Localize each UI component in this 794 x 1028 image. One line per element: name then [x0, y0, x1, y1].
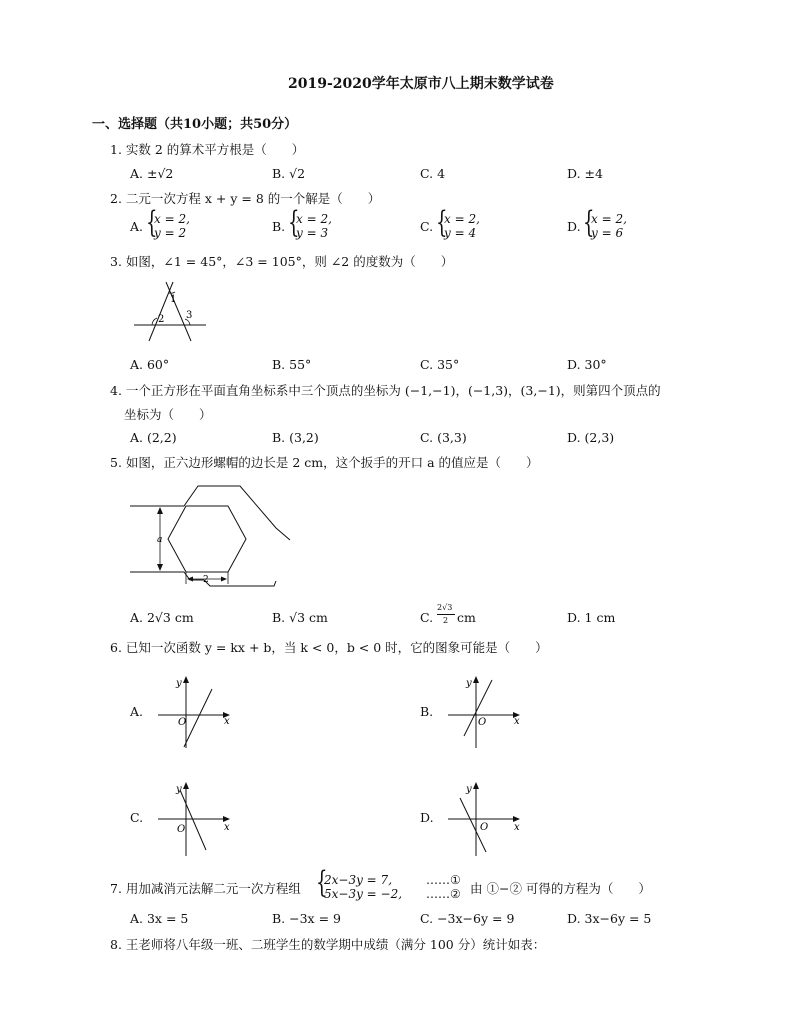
arrow-head [473, 782, 479, 789]
brace: { [436, 205, 448, 240]
equation-mark-2: ……② [426, 887, 461, 901]
option-label: A. [130, 219, 144, 234]
option-a[interactable]: A. (2,2) [130, 430, 177, 445]
function-line [184, 689, 212, 747]
question-stem: 4. 一个正方形在平面直角坐标系中三个顶点的坐标为 (−1,−1)，(−1,3)，(3,−1)，则第四个顶点的 [110, 383, 661, 398]
question-stem: 1. 实数 2 的算术平方根是（ ） [110, 142, 305, 157]
option-d[interactable]: D. 3x−6y = 5 [567, 911, 652, 926]
option-c[interactable]: C. 4 [420, 166, 446, 181]
arrow-head [157, 564, 163, 571]
origin-label: O [478, 717, 487, 728]
option-b[interactable]: B. (3,2) [272, 430, 319, 445]
wrench-hexagon-figure [128, 480, 298, 598]
option-a[interactable]: A. 3x = 5 [130, 911, 189, 926]
brace: { [316, 865, 328, 900]
hexagon-nut [168, 506, 246, 572]
graph-c [150, 778, 240, 858]
option-c[interactable]: C. [130, 810, 144, 825]
brace: { [288, 205, 300, 240]
origin-label: O [480, 822, 489, 833]
origin-label: O [177, 824, 186, 835]
question-stem: 6. 已知一次函数 y = kx + b，当 k < 0，b < 0 时，它的图象可能是（ ） [110, 640, 548, 655]
option-a[interactable]: A. ±√2 [130, 166, 174, 181]
option-d[interactable]: D. ±4 [567, 166, 603, 181]
system-line-1: 2x−3y = 7, [324, 873, 393, 887]
origin-label: O [178, 717, 187, 728]
option-c[interactable]: C. (3,3) [420, 430, 467, 445]
system-line-2: y = 4 [444, 226, 477, 240]
system-line-1: x = 2, [154, 212, 190, 226]
option-label: B. [272, 219, 286, 234]
y-label: y [466, 784, 472, 795]
fraction-bar [437, 614, 455, 615]
option-b[interactable]: B. 55° [272, 357, 312, 372]
question-stem: 3. 如图，∠1 = 45°，∠3 = 105°，则 ∠2 的度数为（ ） [110, 254, 454, 269]
option-label: D. [567, 219, 581, 234]
system-line-2: y = 2 [154, 226, 187, 240]
arrow-head [473, 676, 479, 683]
graph-b [440, 672, 530, 752]
dimension-2-label: 2 [203, 575, 209, 585]
dimension-a-label: a [157, 535, 163, 545]
option-label: C. [420, 219, 434, 234]
option-c[interactable]: C. 35° [420, 357, 460, 372]
section-heading: 一、选择题（共10小题；共50分） [92, 117, 298, 132]
x-label: x [224, 822, 230, 833]
arrow-head [183, 782, 189, 789]
option-b[interactable]: B. −3x = 9 [272, 911, 341, 926]
arrow-head [157, 507, 163, 514]
question-stem: 5. 如图，正六边形螺帽的边长是 2 cm，这个扳手的开口 a 的值应是（ ） [110, 455, 539, 470]
option-a[interactable]: A. 60° [130, 357, 170, 372]
x-label: x [224, 716, 230, 727]
arrow-head [183, 676, 189, 683]
unit: cm [457, 610, 476, 625]
option-d[interactable]: D. 1 cm [567, 610, 616, 625]
brace: { [583, 205, 595, 240]
option-d[interactable]: D. (2,3) [567, 430, 615, 445]
page-title: 2019-2020学年太原市八上期末数学试卷 [288, 76, 554, 92]
system-line-1: x = 2, [296, 212, 332, 226]
system-line-1: x = 2, [444, 212, 480, 226]
angle-figure [130, 278, 210, 348]
option-d[interactable]: D. [420, 810, 434, 825]
option-d[interactable]: D. 30° [567, 357, 607, 372]
graph-a [150, 672, 240, 752]
question-stem: 8. 王老师将八年级一班、二班学生的数学期中成绩（满分 100 分）统计如表： [110, 937, 546, 952]
option-a[interactable]: A. 2√3 cm [130, 610, 194, 625]
angle-2-label: 2 [158, 314, 165, 325]
x-label: x [514, 716, 520, 727]
option-a[interactable]: A. [130, 704, 144, 719]
option-c[interactable]: C. −3x−6y = 9 [420, 911, 515, 926]
angle-1-label: 1 [170, 294, 177, 305]
question-stem: 7. 用加减消元法解二元一次方程组 [110, 881, 301, 896]
option-b[interactable]: B. √2 [272, 166, 306, 181]
x-label: x [514, 822, 520, 833]
equation-mark-1: ……① [426, 873, 461, 887]
graph-d [440, 778, 530, 858]
system-line-1: x = 2, [591, 212, 627, 226]
question-stem-cont: 由 ①−② 可得的方程为（ ） [470, 881, 651, 896]
system-line-2: y = 6 [591, 226, 624, 240]
angle-3-label: 3 [186, 310, 193, 321]
system-line-2: 5x−3y = −2, [324, 887, 403, 901]
question-stem-cont: 坐标为（ ） [124, 407, 212, 422]
option-label: C. [420, 610, 434, 625]
y-label: y [176, 678, 182, 689]
brace: { [146, 205, 158, 240]
question-stem: 2. 二元一次方程 x + y = 8 的一个解是（ ） [110, 191, 381, 206]
fraction-denominator: 2 [443, 616, 449, 625]
fraction-numerator: 2√3 [437, 603, 453, 612]
y-label: y [176, 784, 182, 795]
option-b[interactable]: B. [420, 704, 434, 719]
arrow-head [221, 577, 227, 582]
function-line [180, 790, 206, 850]
y-label: y [466, 678, 472, 689]
option-b[interactable]: B. √3 cm [272, 610, 328, 625]
system-line-2: y = 3 [296, 226, 329, 240]
